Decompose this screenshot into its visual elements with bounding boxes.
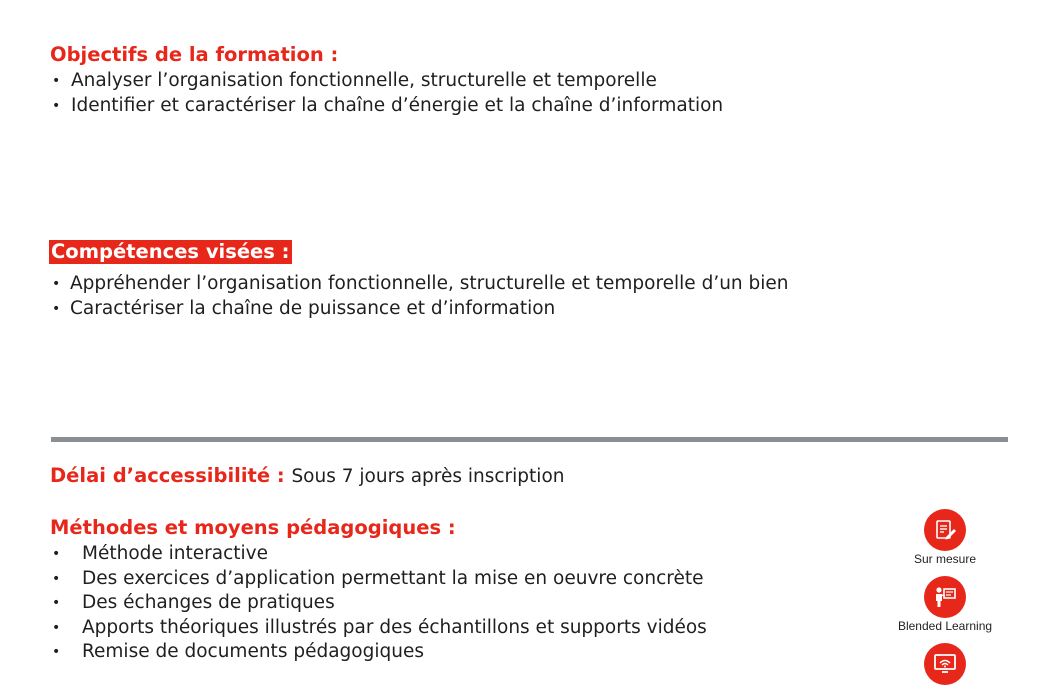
objectif-text: Identifier et caractériser la chaîne d’énergie et la chaîne d’information bbox=[71, 94, 724, 116]
edit-document-icon bbox=[932, 517, 958, 543]
list-item bbox=[52, 272, 789, 297]
competence-text: Caractériser la chaîne de puissance et d’information bbox=[70, 297, 556, 319]
bullet: • bbox=[52, 644, 61, 660]
bullet: • bbox=[52, 546, 61, 562]
list-item bbox=[52, 640, 707, 665]
list-item bbox=[52, 591, 707, 616]
bullet: • bbox=[52, 73, 61, 89]
methode-text: Apports théoriques illustrés par des échantillons et supports vidéos bbox=[82, 616, 707, 638]
list-item bbox=[52, 94, 723, 119]
sur-mesure-label: Sur mesure bbox=[913, 552, 977, 566]
list-item bbox=[52, 297, 789, 322]
methode-text: Méthode interactive bbox=[82, 543, 268, 564]
list-item bbox=[52, 567, 707, 592]
methodes-list bbox=[52, 542, 707, 665]
methode-text: Des échanges de pratiques bbox=[82, 592, 335, 613]
list-item bbox=[52, 69, 723, 94]
methode-text: Remise de documents pédagogiques bbox=[82, 641, 424, 662]
objectifs-heading: Objectifs de la formation : bbox=[50, 43, 339, 66]
bullet: • bbox=[52, 570, 61, 587]
blended-learning-label: Blended Learning bbox=[897, 619, 993, 633]
methodes-heading: Méthodes et moyens pédagogiques : bbox=[50, 516, 456, 539]
bullet: • bbox=[52, 595, 61, 611]
competences-heading: Compétences visées : bbox=[49, 240, 292, 264]
methode-text: Des exercices d’application permettant la mise en oeuvre concrète bbox=[82, 567, 704, 589]
presenter-board-icon bbox=[931, 583, 959, 611]
delai-value: Sous 7 jours après inscription bbox=[291, 466, 565, 487]
monitor-wifi-icon bbox=[931, 650, 959, 678]
bullet: • bbox=[52, 276, 61, 292]
bullet: • bbox=[52, 300, 61, 317]
delai-heading bbox=[50, 464, 564, 489]
objectifs-list bbox=[52, 69, 723, 118]
objectif-text: Analyser l’organisation fonctionnelle, structurelle et temporelle bbox=[71, 70, 657, 91]
sur-mesure-badge bbox=[924, 509, 966, 551]
bullet: • bbox=[52, 97, 61, 114]
list-item bbox=[52, 542, 707, 567]
blended-learning-badge bbox=[924, 576, 966, 618]
competences-list bbox=[52, 272, 789, 321]
competence-text: Appréhender l’organisation fonctionnelle, structurelle et temporelle d’un bien bbox=[70, 273, 789, 294]
list-item bbox=[52, 616, 707, 641]
distance-learning-badge bbox=[924, 643, 966, 685]
delai-label: Délai d’accessibilité : bbox=[50, 464, 285, 487]
section-divider bbox=[51, 437, 1008, 442]
bullet: • bbox=[52, 619, 61, 636]
